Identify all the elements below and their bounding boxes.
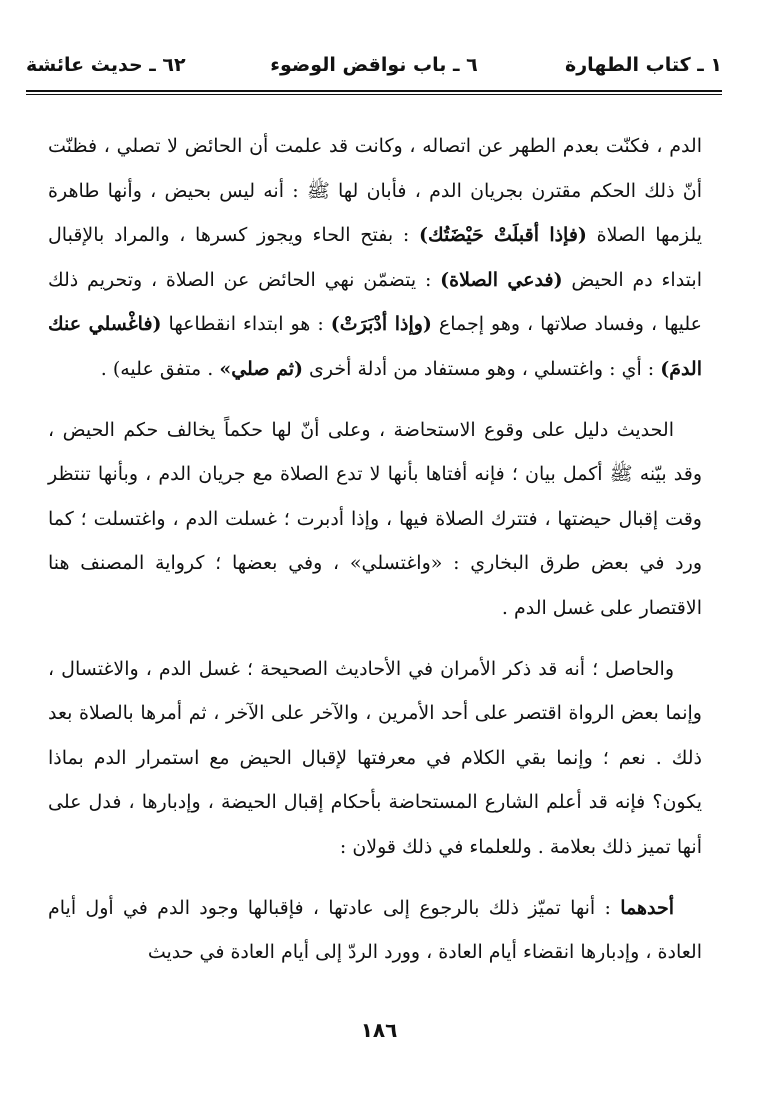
running-header [26,48,722,88]
header-rule-thin [26,94,722,95]
text-run: : بفتح الحاء ويجوز كسرها ، والمراد بالإقبال ابتداء دم الحيض [48,224,702,291]
text-run: . متفق عليه) . [100,357,220,380]
page-number: ١٨٦ [360,1018,398,1042]
text-run: : أنها تميّز ذلك بالرجوع إلى عادتها ، فإقبالها وجود الدم في أول أيام العادة ، وإدبارها انقضاء أيام العادة ، وورد الردّ إلى أيام العادة في حديث [48,896,702,964]
paragraph [48,886,702,975]
paragraph [48,124,702,392]
bold-quote: أحدهما [620,896,674,919]
body-text [48,124,702,975]
text-run: الدم ، فكنّت بعدم الطهر عن اتصاله ، وكانت قد علمت أن الحائض لا تصلي ، فظنّت أنّ ذلك الحكم مقترن بجريان الدم ، فأبان لها ﷺ : أنه ليس بحيض ، وأنها طاهرة يلزمها الصلاة [48,135,702,247]
text-run: : هو ابتداء انقطاعها [161,313,331,336]
bold-quote: (فاغْسلي عنك الدمَ) [48,313,702,380]
paragraph [48,408,702,631]
header-rule [26,90,722,92]
header-book-title: ١ ـ كتاب الطهارة [565,54,722,76]
header-chapter-title: ٦ ـ باب نواقض الوضوء [270,54,478,76]
text-run: الحديث دليل على وقوع الاستحاضة ، وعلى أنّ لها حكماً يخالف حكم الحيض ، وقد بيّنه ﷺ أكمل بيان ؛ فإنه أفتاها بأنها لا تدع الصلاة مع جريان الدم ، وبأنها تنتظر وقت إقبال حيضتها ، فتترك الصلاة فيها ، وإذا أدبرت ؛ غسلت الدم ، واغتسلت ؛ كما ورد في بعض طرق البخاري : «واغتسلي» ، وفي بعضها ؛ كرواية المصنف هنا الاقتصار على غسل الدم . [48,418,702,619]
bold-quote: (وإذا أدْبَرَتْ) [330,313,432,336]
text-run: والحاصل ؛ أنه قد ذكر الأمران في الأحاديث الصحيحة ؛ غسل الدم ، والاغتسال ، وإنما بعض الرواة اقتصر على أحد الأمرين ، والآخر على الآخر ، ثم أمرها بالصلاة بعد ذلك . نعم ؛ وإنما بقي الكلام في معرفتها لإقبال الحيض مع استمرار الدم بماذا يكون؟ فإنه قد أعلم الشارع المستحاضة بأحكام إقبال الحيضة ، وإدبارها ، فدل على أنها تميز ذلك بعلامة . وللعلماء في ذلك قولان : [48,657,702,858]
paragraph [48,647,702,870]
bold-quote: (فإذا أقبلَتْ حَيْضَتُك) [419,224,587,247]
text-run: : أي : واغتسلي ، وهو مستفاد من أدلة أخرى [303,357,661,380]
text-run: : يتضمّن نهي الحائض عن الصلاة ، وتحريم ذلك عليها ، وفساد صلاتها ، وهو إجماع [48,268,703,336]
header-hadith-title: ٦٢ ـ حديث عائشة [26,54,186,76]
bold-quote: (ثم صلي» [219,357,304,380]
bold-quote: (فدعي الصلاة) [440,268,563,291]
